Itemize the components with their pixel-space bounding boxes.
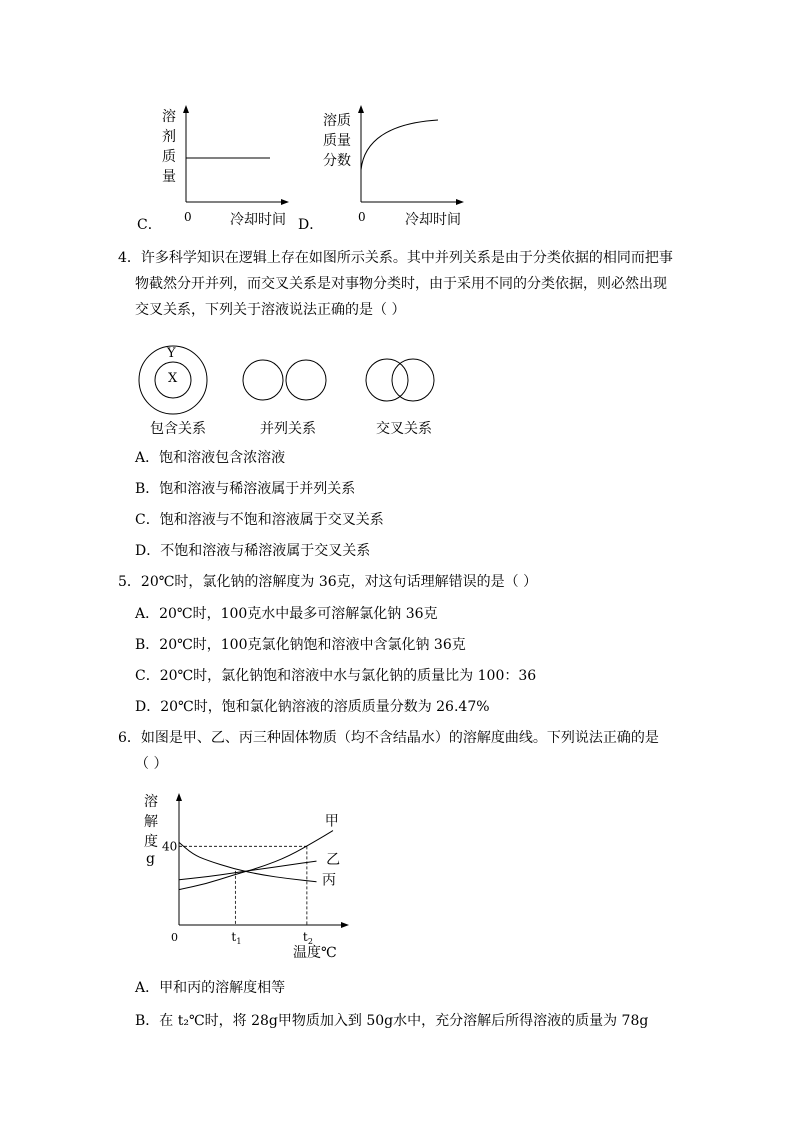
chart-ylabel-2: 解 <box>144 814 158 830</box>
figure-c-origin: 0 <box>184 210 192 224</box>
figure-c-xlabel: 冷却时间 <box>230 212 286 228</box>
q4-stem-line2: 物截然分开并列，而交叉关系是对事物分类时，由于采用不同的分类依据，则必然出现 <box>135 276 667 292</box>
q5-option-c: C．20℃时，氯化钠饱和溶液中水与氯化钠的质量比为 100：36 <box>135 668 537 684</box>
figure-d-origin: 0 <box>358 210 366 224</box>
chart-ylabel-4: g <box>146 851 155 867</box>
diagram-y-label: Y <box>167 346 176 361</box>
q6-option-b: B．在 t₂℃时，将 28g甲物质加入到 50g水中，充分溶解后所得溶液的质量为 78g <box>135 1013 649 1029</box>
q4-stem <box>118 245 688 323</box>
figure-c-ylabel-2: 剂 <box>162 129 176 145</box>
q6-stem-line1: 6．如图是甲、乙、丙三种固体物质（均不含结晶水）的溶解度曲线。下列说法正确的是 <box>118 730 659 746</box>
q4-stem-line1: 4．许多科学知识在逻辑上存在如图所示关系。其中并列关系是由于分类依据的相同而把事 <box>118 250 673 266</box>
figure-d-ylabel-1: 溶质 <box>323 113 351 129</box>
option-c-label: C． <box>137 217 162 233</box>
q6-option-a: A．甲和丙的溶解度相等 <box>135 980 286 996</box>
parallel-circle-left <box>243 360 283 400</box>
chart-origin: 0 <box>171 931 178 944</box>
chart-x-arrow <box>341 922 349 928</box>
q6-stem <box>118 725 688 777</box>
parallel-circle-right <box>286 360 326 400</box>
figure-d-xlabel: 冷却时间 <box>405 212 461 228</box>
cross-circle-left <box>366 359 408 401</box>
q4-option-d: D．不饱和溶液与稀溶液属于交叉关系 <box>135 543 371 559</box>
curve-bing <box>179 842 317 881</box>
solubility-chart <box>130 785 360 975</box>
x-tick-t2-sub: 2 <box>307 937 313 946</box>
y-tick-40: 40 <box>162 839 178 854</box>
x-tick-t1-sub: 1 <box>236 937 242 946</box>
mass-fraction-curve <box>361 120 438 170</box>
option-d-label: D． <box>298 217 324 233</box>
q5-option-b: B．20℃时，100克氯化钠饱和溶液中含氯化钠 36克 <box>135 637 466 653</box>
figure-c-ylabel-3: 质 <box>162 149 176 165</box>
q5-option-d: D．20℃时，饱和氯化钠溶液的溶质质量分数为 26.47% <box>135 699 490 715</box>
caption-include: 包含关系 <box>150 421 206 437</box>
q5-stem: 5．20℃时，氯化钠的溶解度为 36克，对这句话理解错误的是（ ） <box>118 574 538 590</box>
chart-ylabel-1: 溶 <box>144 794 158 810</box>
q6-stem-line2: （ ） <box>135 756 168 772</box>
curve-yi <box>179 861 317 880</box>
relation-diagram-svg <box>135 345 445 420</box>
figure-c-ylabel-1: 溶 <box>162 109 176 125</box>
figure-c-ylabel-4: 量 <box>162 169 176 185</box>
q5-option-a: A．20℃时，100克水中最多可溶解氯化钠 36克 <box>135 606 438 622</box>
x-tick-t1: t <box>231 930 237 944</box>
q4-option-b: B．饱和溶液与稀溶液属于并列关系 <box>135 481 356 497</box>
x-tick-t2: t <box>302 930 308 944</box>
relation-diagram <box>135 345 445 420</box>
figure-d-ylabel-3: 分数 <box>323 153 351 169</box>
diagram-x-label: X <box>168 371 178 386</box>
series-label-jia: 甲 <box>324 813 339 830</box>
chart-y-arrow <box>176 793 182 801</box>
figure-d-ylabel-2: 质量 <box>323 133 351 149</box>
series-label-yi: 乙 <box>326 852 341 869</box>
q4-stem-line3: 交叉关系，下列关于溶液说法正确的是（ ） <box>135 302 406 318</box>
q4-option-a: A．饱和溶液包含浓溶液 <box>135 450 286 466</box>
caption-cross: 交叉关系 <box>376 421 432 437</box>
q4-option-c: C．饱和溶液与不饱和溶液属于交叉关系 <box>135 512 384 528</box>
caption-parallel: 并列关系 <box>260 421 316 437</box>
series-label-bing: 丙 <box>322 872 336 889</box>
cross-circle-right <box>392 359 434 401</box>
chart-xlabel: 温度℃ <box>293 945 337 961</box>
chart-ylabel-3: 度 <box>144 834 158 850</box>
solubility-chart-svg <box>130 785 360 975</box>
